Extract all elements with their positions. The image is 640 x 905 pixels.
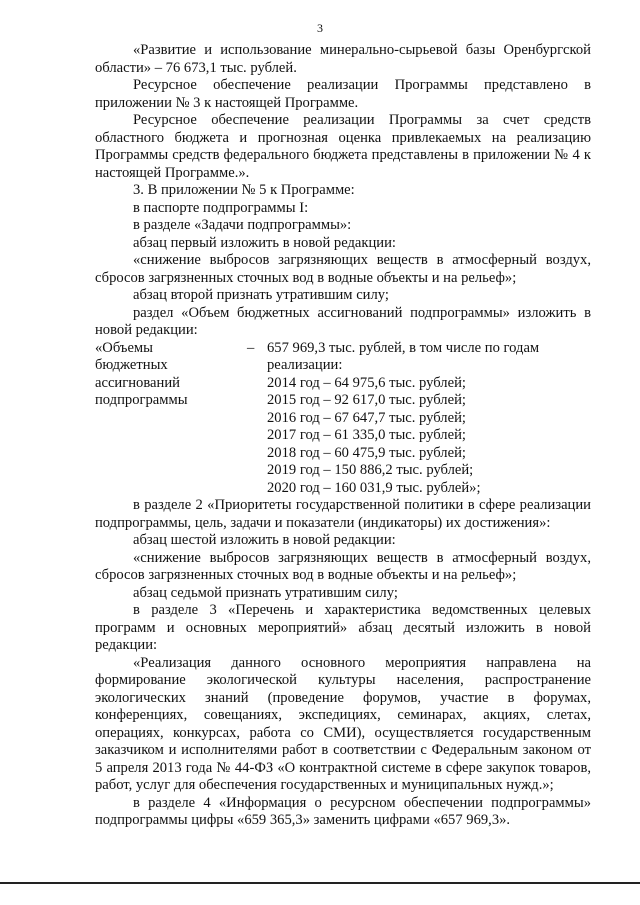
paragraph: в разделе «Задачи подпрограммы»:: [133, 217, 352, 233]
paragraph: абзац первый изложить в новой редакции:: [133, 234, 396, 251]
allocation-values: [267, 340, 591, 498]
paragraph: в паспорте подпрограммы I:: [133, 199, 309, 216]
allocation-label-line: ассигнований: [95, 374, 180, 391]
allocation-label: [95, 340, 247, 498]
allocation-label-line: «Объемы: [95, 339, 153, 356]
paragraph: «Развитие и использование минерально-сырьевой базы Оренбургской области» – 76 673,1 тыс. рублей.: [95, 42, 591, 76]
paragraph: в разделе 3 «Перечень и характеристика ведомственных целевых программ и основных мероприятий» абзац десятый изложить в новой редакции:: [95, 602, 591, 653]
page-number: 3: [317, 21, 323, 35]
allocation-total: 657 969,3 тыс. рублей, в том числе по годам реализации:: [267, 339, 540, 373]
document-body: [95, 42, 591, 830]
allocation-year: 2016 год – 67 647,7 тыс. рублей;: [267, 409, 466, 426]
paragraph: Ресурсное обеспечение реализации Программы за счет средств областного бюджета и прогнозная оценка привлекаемых на реализацию Программы средств федерального бюджета представлены в приложении № 4 к настоящей Программе.».: [95, 112, 591, 181]
paragraph: раздел «Объем бюджетных ассигнований подпрограммы» изложить в новой редакции:: [95, 304, 591, 338]
paragraph: Ресурсное обеспечение реализации Программы представлено в приложении № 3 к настоящей Программе.: [95, 77, 591, 111]
paragraph: в разделе 2 «Приоритеты государственной политики в сфере реализации подпрограммы, цель, задачи и показатели (индикаторы) их достижения»:: [95, 497, 591, 531]
paragraph: абзац шестой изложить в новой редакции:: [133, 532, 396, 548]
paragraph: «Реализация данного основного мероприятия направлена на формирование экологической культуры населения, распространение экологических знаний (проведение форумов, участие в форумах, конференциях, совещаниях, экспедициях, семинарах, акциях, слетах, операциях, конкурсах, работа со СМИ), осуществляется государственным заказчиком и исполнителями работ в соответствии с Федеральным законом от 5 апреля 2013 года № 44-ФЗ «О контрактной системе в сфере закупок товаров, работ, услуг для обеспечения государственных и муниципальных нужд.»;: [95, 654, 591, 793]
paragraph: абзац седьмой признать утратившим силу;: [133, 584, 398, 601]
allocation-label-line: бюджетных: [95, 357, 168, 373]
allocation-year: 2017 год – 61 335,0 тыс. рублей;: [267, 427, 466, 443]
allocation-year: 2018 год – 60 475,9 тыс. рублей;: [267, 444, 466, 461]
allocation-year: 2019 год – 150 886,2 тыс. рублей;: [267, 462, 474, 478]
paragraph: «снижение выбросов загрязняющих веществ в атмосферный воздух, сбросов загрязненных сточных вод в водные объекты и на рельеф»;: [95, 252, 591, 286]
paragraph: 3. В приложении № 5 к Программе:: [133, 182, 355, 198]
allocation-year: 2015 год – 92 617,0 тыс. рублей;: [267, 392, 466, 408]
allocation-label-line: подпрограммы: [95, 392, 188, 408]
allocation-dash: –: [247, 339, 255, 356]
allocation-year: 2014 год – 64 975,6 тыс. рублей;: [267, 374, 466, 391]
paragraph: абзац второй признать утратившим силу;: [133, 287, 389, 303]
allocation-year: 2020 год – 160 031,9 тыс. рублей»;: [267, 479, 481, 496]
paragraph: в разделе 4 «Информация о ресурсном обеспечении подпрограммы» подпрограммы цифры «659 365,3» заменить цифрами «657 969,3».: [95, 794, 591, 828]
allocation-block: [95, 340, 591, 498]
page-bottom-rule: [0, 882, 640, 884]
paragraph: «снижение выбросов загрязняющих веществ в атмосферный воздух, сбросов загрязненных сточных вод в водные объекты и на рельеф»;: [95, 549, 591, 583]
